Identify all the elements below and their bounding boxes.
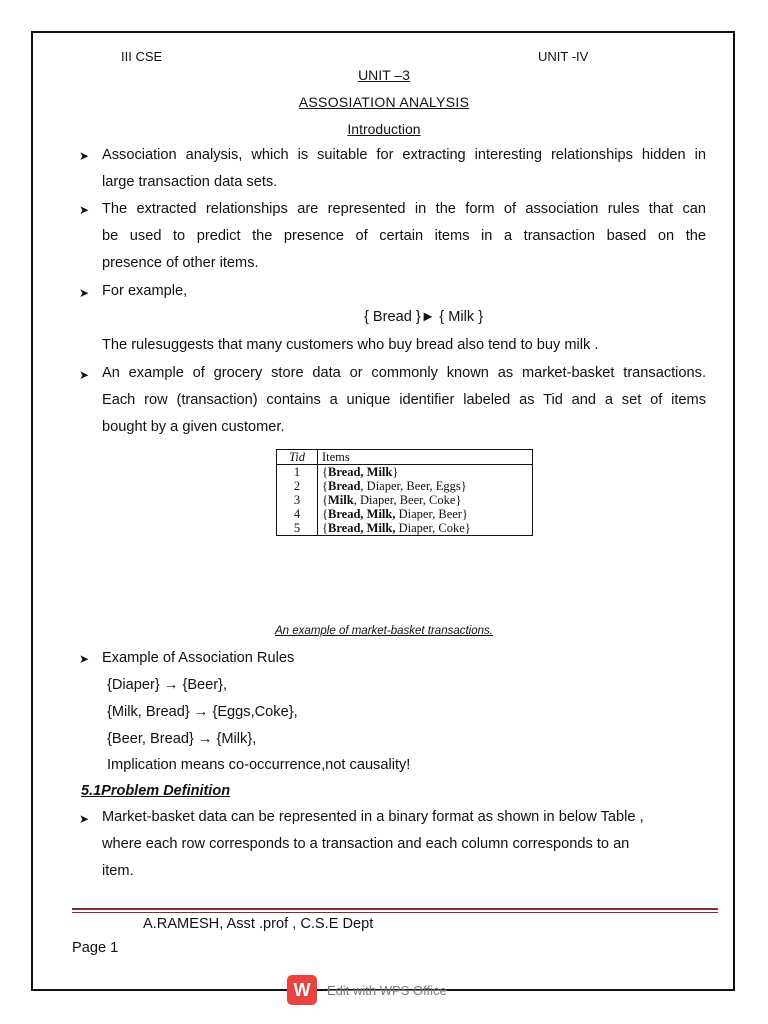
intro-b4-line3: bought by a given customer. <box>102 419 285 435</box>
table-cell-tid: 2 <box>277 479 318 493</box>
footer-page-number: Page 1 <box>72 940 119 956</box>
problem-line3: item. <box>102 863 134 879</box>
table-row <box>277 479 532 493</box>
header-left: III CSE <box>121 49 163 64</box>
section-title: Introduction <box>347 121 421 137</box>
rule-item: {Milk, Bread} → {Eggs,Coke}, <box>107 704 298 720</box>
unit-title: UNIT –3 <box>358 67 410 83</box>
intro-b2-line1: The extracted relationships are represented in the form of association rules that can <box>102 201 706 217</box>
chapter-title: ASSOSIATION ANALYSIS <box>298 94 470 110</box>
table-cell-items-bold: Bread, Milk <box>328 465 393 479</box>
bullet-arrow-icon: ➤ <box>79 812 90 826</box>
rule-item: {Diaper} → {Beer}, <box>107 677 228 693</box>
table-header-items: Items <box>318 450 533 465</box>
table-cell-items-rest: , Diaper, Beer, Coke <box>353 493 456 507</box>
rule-note-causality: Implication means co-occurrence,not causality! <box>107 757 411 773</box>
footer-rule-bottom <box>72 912 718 913</box>
rules-heading: Example of Association Rules <box>102 650 295 666</box>
footer-author: A.RAMESH, Asst .prof , C.S.E Dept <box>143 916 374 932</box>
table-cell-tid: 5 <box>277 521 318 535</box>
intro-b2-line2: be used to predict the presence of certain items in a transaction based on the <box>102 228 706 244</box>
problem-line1: Market-basket data can be represented in a binary format as shown in below Table , <box>102 809 644 825</box>
table-cell-tid: 4 <box>277 507 318 521</box>
table-row <box>277 493 532 507</box>
table-cell-items-bold: Milk <box>328 493 354 507</box>
table-cell-tid: 3 <box>277 493 318 507</box>
table-cell-items: {Bread, Milk, Diaper, Beer} <box>322 507 468 521</box>
rule-note: The rulesuggests that many customers who buy bread also tend to buy milk . <box>102 337 599 353</box>
wps-edit-link[interactable]: Edit with WPS Office <box>327 983 447 998</box>
table-header-tid: Tid <box>277 450 318 465</box>
bullet-arrow-icon: ➤ <box>79 652 90 666</box>
example-rule: { Bread }► { Milk } <box>364 309 484 325</box>
rule-item: {Beer, Bread} → {Milk}, <box>107 731 257 747</box>
wps-logo-icon[interactable]: W <box>287 975 317 1005</box>
table-cell-tid: 1 <box>277 465 318 480</box>
table-cell-items: {Bread, Diaper, Beer, Eggs} <box>322 479 467 493</box>
intro-b1-line1: Association analysis, which is suitable for extracting interesting relationships hidden in <box>102 147 706 163</box>
problem-heading: 5.1Problem Definition <box>81 783 231 799</box>
intro-b2-line3: presence of other items. <box>102 255 259 271</box>
table-caption: An example of market-basket transactions. <box>275 625 493 637</box>
intro-b4-line2: Each row (transaction) contains a unique identifier labeled as Tid and a set of items <box>102 392 706 408</box>
table-cell-items-rest: , Diaper, Beer, Eggs <box>360 479 461 493</box>
bullet-arrow-icon: ➤ <box>79 203 90 217</box>
table-cell-items: {Bread, Milk} <box>322 465 399 479</box>
bullet-arrow-icon: ➤ <box>79 149 90 163</box>
table-cell-items-bold: Bread <box>328 479 361 493</box>
table-cell-items: {Milk, Diaper, Beer, Coke} <box>322 493 462 507</box>
table-cell-items-bold: Bread, Milk, <box>328 521 396 535</box>
table-row <box>277 465 532 480</box>
bullet-arrow-icon: ➤ <box>79 368 90 382</box>
footer-rule-top <box>72 908 718 910</box>
table-cell-items-bold: Bread, Milk, <box>328 507 396 521</box>
table-cell-items: {Bread, Milk, Diaper, Coke} <box>322 521 471 535</box>
intro-b1-line2: large transaction data sets. <box>102 174 278 190</box>
intro-b4-line1: An example of grocery store data or commonly known as market-basket transactions. <box>102 365 706 381</box>
table-header-row <box>277 450 532 465</box>
transactions-table <box>277 450 532 535</box>
table-cell-items-rest: Diaper, Beer <box>395 507 462 521</box>
problem-line2: where each row corresponds to a transaction and each column corresponds to an <box>102 836 630 852</box>
intro-b3: For example, <box>102 283 188 299</box>
bullet-arrow-icon: ➤ <box>79 286 90 300</box>
table-row <box>277 507 532 521</box>
header-right: UNIT -IV <box>538 49 589 64</box>
transactions-table-frame <box>276 449 533 536</box>
table-cell-items-rest: Diaper, Coke <box>395 521 465 535</box>
table-row <box>277 521 532 535</box>
